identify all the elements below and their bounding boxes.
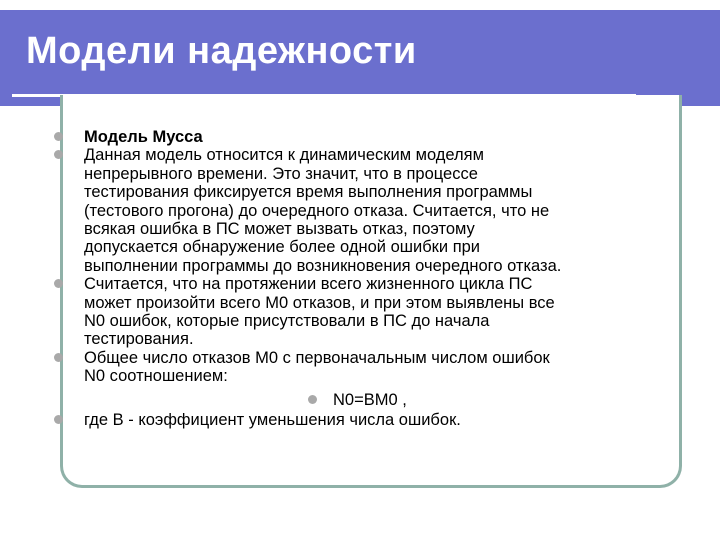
bullet-dot-icon bbox=[54, 415, 63, 424]
bullet-item-lifecycle bbox=[60, 275, 700, 349]
bullet-text-line: N0 соотношением: bbox=[84, 367, 228, 386]
bullet-item-model-title bbox=[60, 128, 700, 146]
bullet-dot-icon bbox=[54, 353, 63, 362]
bullet-text-line: всякая ошибка в ПС может вызвать отказ, поэтому bbox=[84, 220, 475, 239]
bullet-text-line: Модель Мусса bbox=[84, 128, 203, 146]
bullet-item-description bbox=[60, 146, 700, 275]
bullet-item-total-failures bbox=[60, 349, 700, 386]
bullet-dot-icon bbox=[54, 132, 63, 141]
bullet-text-line: непрерывного времени. Это значит, что в процессе bbox=[84, 164, 478, 183]
bullet-text-line: (тестового прогона) до очередного отказа. Считается, что не bbox=[84, 201, 550, 220]
bullet-text-line: Считается, что на протяжении всего жизненного цикла ПС bbox=[84, 275, 533, 294]
bullet-dot-icon bbox=[54, 279, 63, 288]
bullet-text-line: Общее число отказов М0 с первоначальным числом ошибок bbox=[84, 348, 550, 367]
formula-text: N0=ВМ0 , bbox=[333, 390, 407, 409]
bullet-dot-icon bbox=[54, 150, 63, 159]
bullet-list bbox=[60, 128, 700, 429]
sub-bullet-formula bbox=[60, 389, 700, 411]
slide-title: Модели надежности bbox=[26, 30, 417, 72]
bullet-text-line: Данная модель относится к динамическим моделям bbox=[84, 146, 484, 165]
bullet-text-line: выполнении программы до возникновения очередного отказа. bbox=[84, 256, 562, 275]
bullet-text-line: N0 ошибок, которые присутствовали в ПС до начала bbox=[84, 312, 490, 331]
bullet-dot-icon bbox=[308, 395, 317, 404]
bullet-text-line: где В - коэффициент уменьшения числа ошибок. bbox=[84, 410, 461, 429]
bullet-text-line: тестирования фиксируется время выполнения программы bbox=[84, 183, 533, 202]
bullet-text-line: может произойти всего М0 отказов, и при этом выявлены все bbox=[84, 293, 555, 312]
bullet-text-line: тестирования. bbox=[84, 330, 194, 349]
bullet-item-coefficient bbox=[60, 411, 700, 429]
bullet-text-line: допускается обнаружение более одной ошибки при bbox=[84, 238, 481, 257]
